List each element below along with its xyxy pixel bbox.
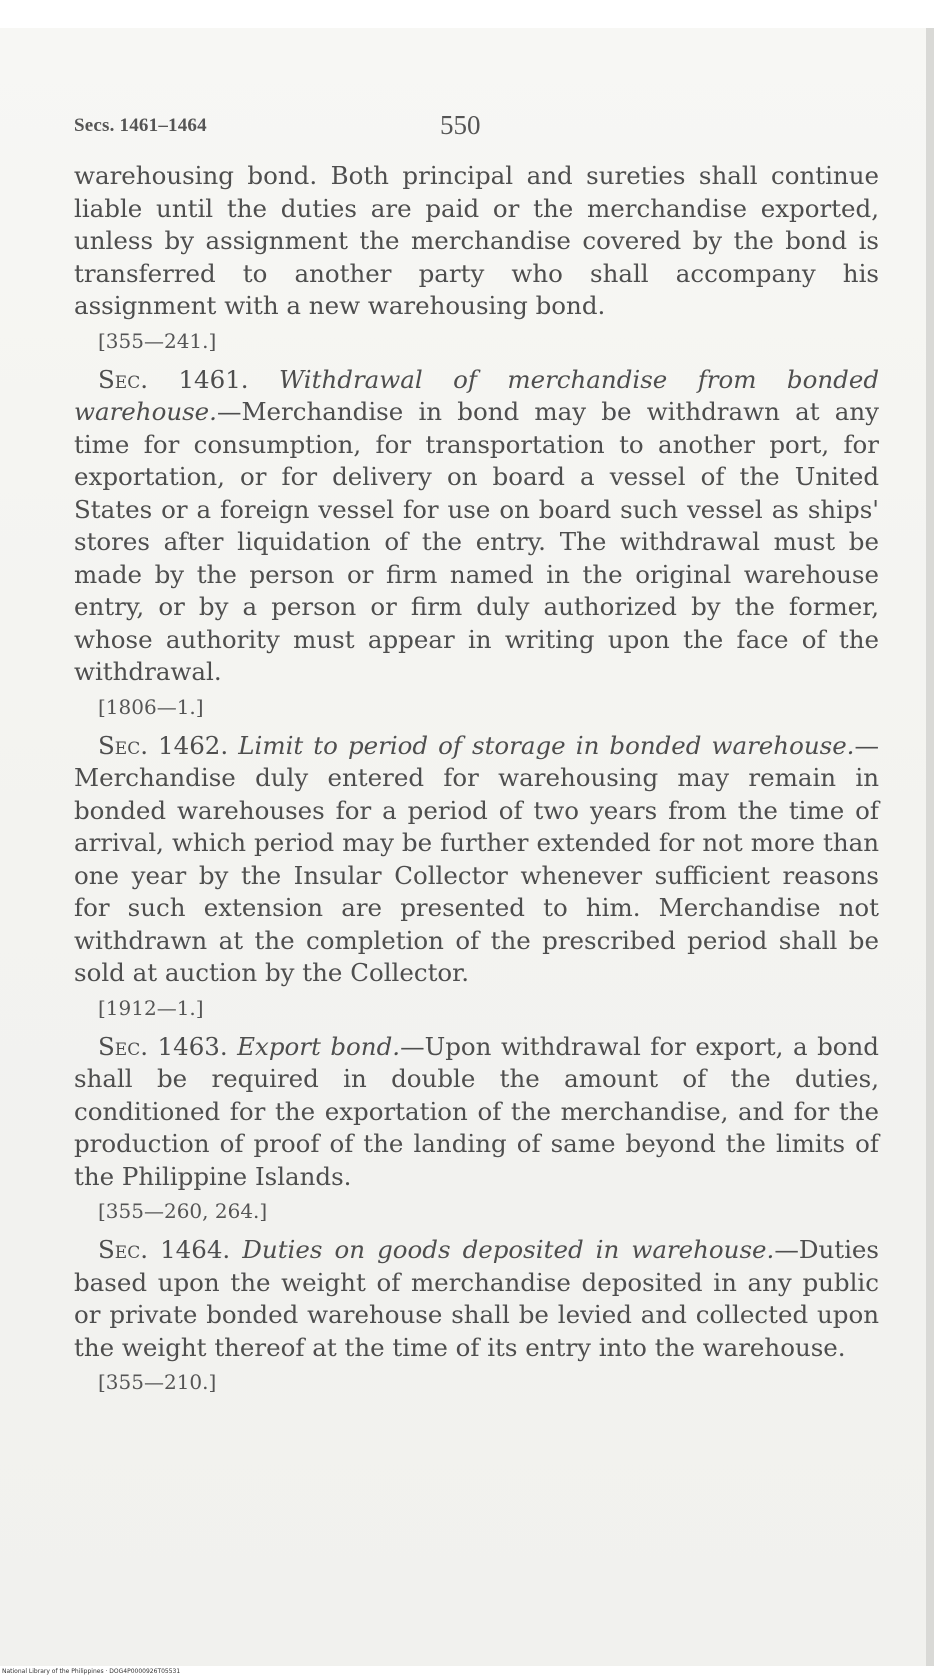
citation: [1912—1.] [98,995,204,1020]
section-body: —Duties based upon the weight of merchandise deposited in any public or private bonded warehouse shall be levied and collected upon the weight thereof at the time of its entry into the warehouse. [74,1235,879,1362]
section-title: Limit to period of storage in bonded warehouse. [238,730,855,760]
page-body [74,160,879,1405]
section-number: 1463. [157,1031,228,1061]
citation: [355—241.] [98,328,217,353]
section-label: Sec. [98,364,148,394]
section-title: Export bond. [237,1031,401,1061]
section-label: Sec. [98,1235,148,1264]
section-number: 1464. [160,1235,231,1264]
page-header [0,105,934,145]
section-body: —Merchandise in bond may be withdrawn at any time for consumption, for transportation to another port, for exportation, or for delivery on board a vessel of the United States or a foreign vessel for use on board such vessel as ships' stores after liquidation of the entry. The withdrawal must be made by the person or firm named in the original warehouse entry, or by a person or firm duly authorized by the former, whose authority must appear in writing upon the face of the withdrawal. [74,397,879,686]
scan-footer: National Library of the Philippines · DOG4P0000926T05531 [2,1668,181,1675]
section-body: —Upon withdrawal for export, a bond shall be required in double the amount of the duties, conditioned for the exportation of the merchandise, and for the production of proof of the landing of same beyond the limits of the Philippine Islands. [74,1031,879,1191]
continuation-paragraph: warehousing bond. Both principal and sureties shall continue liable until the duties are paid or the merchandise exported, unless by assignment the merchandise covered by the bond is transferred to another party who shall accompany his assignment with a new warehousing bond. [74,161,879,320]
section-1464 [74,1234,879,1364]
section-title: Duties on goods deposited in warehouse. [242,1235,775,1264]
section-title: Withdrawal of merchandise from bonded warehouse. [74,364,880,426]
section-1462 [74,730,879,990]
citation: [1806—1.] [98,694,204,719]
section-body: —Merchandise duly entered for warehousing may remain in bonded warehouses for a period of two years from the time of arrival, which period may be further extended for not more than one year by the Insular Collector whenever sufficient reasons for such extension are presented to him. Merchandise not withdrawn at the completion of the prescribed period shall be sold at auction by the Collector. [74,730,879,987]
section-1463 [74,1031,879,1194]
section-label: Sec. [98,1031,148,1061]
section-label: Sec. [98,730,148,760]
page-edge-shadow [926,28,934,1666]
section-number: 1462. [158,730,229,760]
section-range: Secs. 1461–1464 [74,115,207,136]
citation: [355—260, 264.] [98,1199,268,1223]
page-number: 550 [440,110,481,140]
section-number: 1461. [178,364,249,394]
section-1461 [74,364,879,689]
citation: [355—210.] [98,1370,217,1394]
